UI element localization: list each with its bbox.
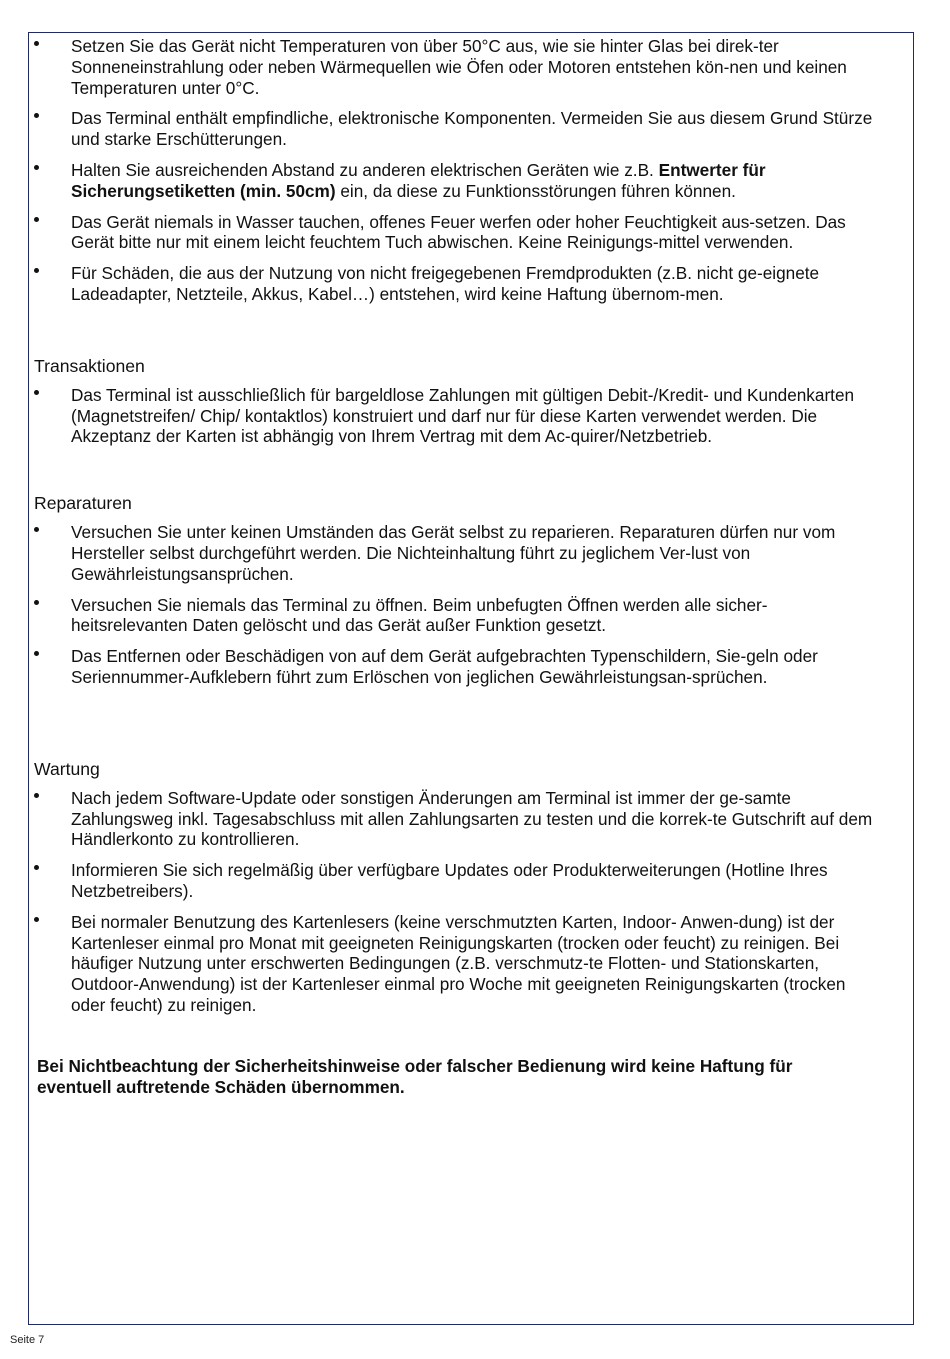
safety-list	[34, 36, 884, 305]
list-item	[34, 595, 884, 637]
transaktionen-list	[34, 385, 884, 447]
page-content	[34, 36, 884, 1097]
reparaturen-list	[34, 522, 884, 688]
bullet-icon	[34, 865, 39, 870]
section-heading-transaktionen: Transaktionen	[34, 355, 145, 376]
list-item	[34, 646, 884, 688]
bullet-icon	[34, 390, 39, 395]
section-heading-wartung: Wartung	[34, 758, 100, 779]
list-item	[34, 912, 884, 1016]
list-item-text: Setzen Sie das Gerät nicht Temperaturen von über 50°C aus, wie sie hinter Glas bei direk-ter Sonneneinstrahlung oder neben Wärmequellen wie Öfen oder Motoren entstehen kön-nen und keinen Temperaturen unter 0°C.	[71, 36, 847, 98]
list-item-text: Versuchen Sie unter keinen Umständen das Gerät selbst zu reparieren. Reparaturen dürfen nur vom Hersteller selbst durchgeführt werden. Die Nichteinhaltung führt zu jeglichem Ver-lust von Gewährleistungsansprüchen.	[71, 522, 836, 584]
wartung-list	[34, 788, 884, 1016]
list-item-text: Das Terminal ist ausschließlich für bargeldlose Zahlungen mit gültigen Debit-/Kredit- und Kundenkarten (Magnetstreifen/ Chip/ kontaktlos) konstruiert und darf nur für diese Karten verwendet werden. Die Akzeptanz der Karten ist abhängig von Ihrem Vertrag mit dem Ac-quirer/Netzbetrieb.	[71, 384, 855, 447]
bullet-icon	[34, 113, 39, 118]
list-item-text-post: ein, da diese zu Funktionsstörungen führen können.	[335, 180, 736, 201]
list-item	[34, 108, 884, 150]
list-item-text: Das Terminal enthält empfindliche, elektronische Komponenten. Vermeiden Sie aus diesem Grund Stürze und starke Erschütterungen.	[71, 108, 873, 150]
bullet-icon	[34, 651, 39, 656]
list-item	[34, 385, 884, 447]
list-item-text-bold: Entwerter für Sicherungsetiketten (min. 50cm)	[71, 159, 766, 201]
list-item	[34, 36, 884, 98]
bullet-icon	[34, 268, 39, 273]
bullet-icon	[34, 527, 39, 532]
list-item-text: Bei normaler Benutzung des Kartenlesers (keine verschmutzten Karten, Indoor- Anwen-dung) ist der Kartenleser einmal pro Monat mit geeigneten Reinigungskarten (trocken oder feucht) zu reinigen. Bei häufiger Nutzung unter erschwerten Bedingungen (z.B. verschmutz-te Flotten- und Stationskarten, Outdoor-Anwendung) ist der Kartenleser einmal pro Woche mit geeigneten Reinigungskarten (trocken oder feucht) zu reinigen.	[71, 911, 846, 1015]
list-item	[34, 860, 884, 902]
list-item	[34, 263, 884, 305]
list-item	[34, 212, 884, 254]
bullet-icon	[34, 217, 39, 222]
bullet-icon	[34, 917, 39, 922]
bullet-icon	[34, 165, 39, 170]
list-item-text: Für Schäden, die aus der Nutzung von nicht freigegebenen Fremdprodukten (z.B. nicht ge-eignete Ladeadapter, Netzteile, Akkus, Kabel…) entstehen, wird keine Haftung übernom-men.	[71, 263, 820, 304]
list-item-text-pre: Halten Sie ausreichenden Abstand zu anderen elektrischen Geräten wie z.B.	[71, 159, 659, 180]
list-item-text: Nach jedem Software-Update oder sonstigen Änderungen am Terminal ist immer der ge-samte Zahlungsweg inkl. Tagesabschluss mit allen Zahlungsarten zu testen und die korrek-te Gutschrift auf dem Händlerkonto zu kontrollieren.	[71, 787, 873, 850]
bullet-icon	[34, 41, 39, 46]
list-item	[34, 522, 884, 584]
bullet-icon	[34, 793, 39, 798]
list-item-text: Informieren Sie sich regelmäßig über verfügbare Updates oder Produkterweiterungen (Hotline Ihres Netzbetreibers).	[71, 860, 828, 901]
list-item	[34, 788, 884, 850]
list-item-text: Versuchen Sie niemals das Terminal zu öffnen. Beim unbefugten Öffnen werden alle sicher-heitsrelevanten Daten gelöscht und das Gerät außer Funktion gesetzt.	[71, 594, 768, 636]
liability-warning: Bei Nichtbeachtung der Sicherheitshinweise oder falscher Bedienung wird keine Haftung für eventuell auftretende Schäden übernommen.	[37, 1055, 793, 1097]
section-heading-reparaturen: Reparaturen	[34, 493, 132, 514]
page-number: Seite 7	[10, 1334, 45, 1346]
list-item-text: Das Entfernen oder Beschädigen von auf dem Gerät aufgebrachten Typenschildern, Sie-geln oder Seriennummer-Aufklebern führt zum Erlöschen von jeglichen Gewährleistungsan-sprüchen.	[71, 646, 818, 687]
list-item	[34, 160, 884, 202]
list-item-text: Das Gerät niemals in Wasser tauchen, offenes Feuer werfen oder hoher Feuchtigkeit aus-setzen. Das Gerät bitte nur mit einem leicht feuchtem Tuch abwischen. Keine Reinigungs-mittel verwenden.	[71, 211, 846, 253]
bullet-icon	[34, 600, 39, 605]
